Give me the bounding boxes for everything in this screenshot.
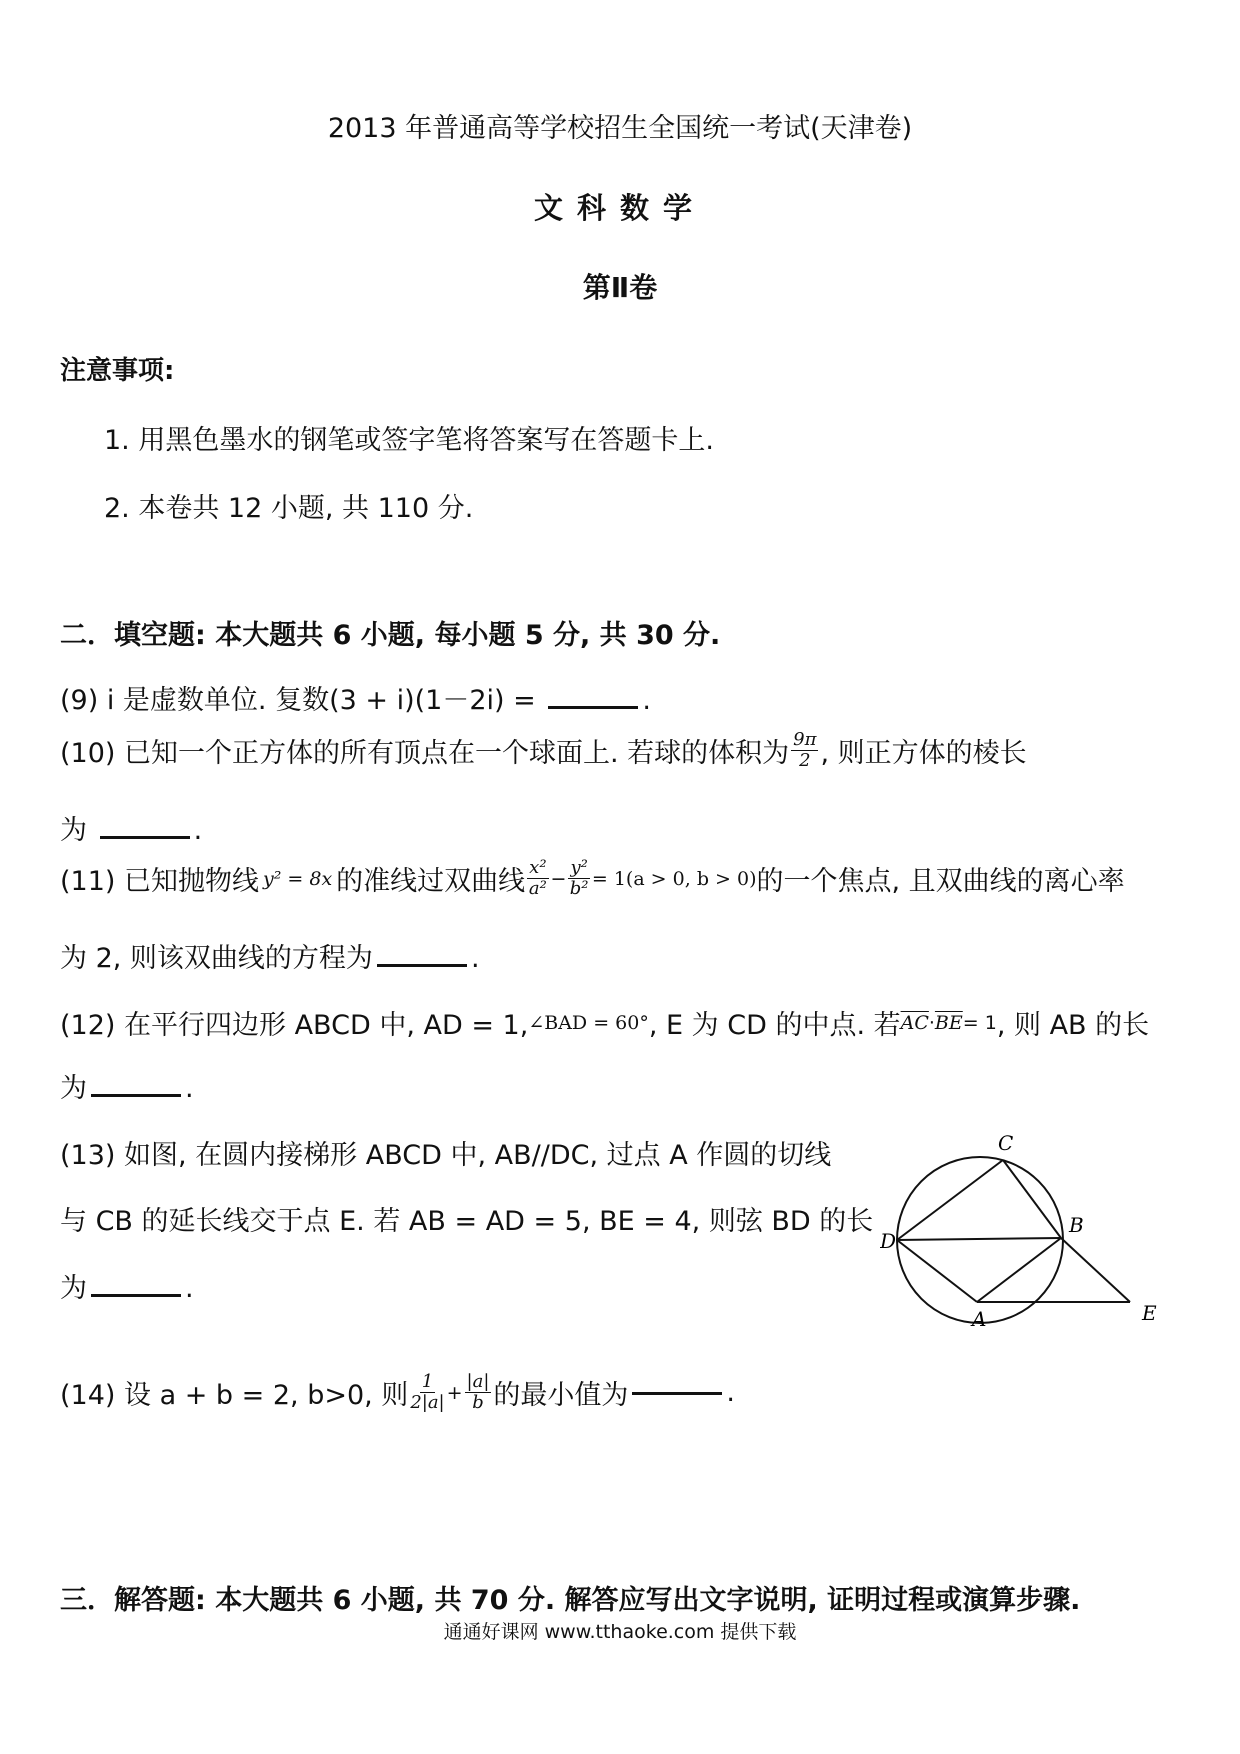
label-D: D — [880, 1229, 897, 1253]
question-13-line3: 为 . — [60, 1273, 194, 1304]
question-11-line2: 为 2, 则该双曲线的方程为 . — [60, 943, 480, 974]
question-9: (9) i 是虚数单位. 复数(3 + i)(1－2i) = . — [60, 685, 651, 716]
subject-title: 文科数学 — [533, 191, 706, 225]
q10-text-end: , 则正方体的棱长 — [820, 738, 1027, 769]
q10-text: (10) 已知一个正方体的所有顶点在一个球面上. 若球的体积为 — [60, 738, 790, 769]
question-10-line2: 为 . — [60, 815, 203, 846]
q14-frac1: $\frac{1}{2|a|}$ — [410, 1371, 445, 1413]
answer-blank — [91, 1093, 181, 1097]
question-14: (14) 设 a + b = 2, b>0, 则 $\frac{1}{2|a|}$ + $\frac{|a|}{b}$ 的最小值为 . — [60, 1371, 736, 1413]
notes-heading: 注意事项: — [60, 356, 175, 386]
footer-text: 通通好课网 www.tthaoke.com 提供下载 — [443, 1621, 797, 1643]
question-13-line1: (13) 如图, 在圆内接梯形 ABCD 中, AB//DC, 过点 A 作圆的切线 — [60, 1140, 832, 1171]
section2-heading: 二．填空题: 本大题共 6 小题, 每小题 5 分, 共 30 分. — [60, 620, 721, 651]
note-item-2: 2. 本卷共 12 小题, 共 110 分. — [104, 493, 474, 524]
answer-blank — [632, 1391, 722, 1395]
question-10-line1 — [60, 730, 1027, 771]
question-11-line1: (11) 已知抛物线 y² = 8x 的准线过双曲线 $\frac{\text{x²}}{\text{a²}}$ − $\frac{\text{y²}}{\text{b²}}$ = 1(a > 0, b > 0) 的一个焦点, 且双曲线的离心率 — [60, 857, 1125, 899]
q11-parabola: y² = 8x — [263, 867, 333, 890]
q11-hyp-x-frac: $\frac{\text{x²}}{\text{a²}}$ — [528, 857, 547, 899]
section3-heading: 三．解答题: 本大题共 6 小题, 共 70 分. 解答应写出文字说明, 证明过程或演算步骤. — [60, 1585, 1081, 1616]
answer-blank — [100, 835, 190, 839]
q9-text: (9) i 是虚数单位. 复数(3 + i)(1－2i) = — [60, 685, 536, 716]
label-C: C — [998, 1131, 1014, 1155]
q10-fraction: $\frac{9\pi}{2}$ — [793, 729, 817, 771]
answer-blank — [548, 705, 638, 709]
volume-title: 第Ⅱ卷 — [582, 271, 658, 304]
question-13-line2: 与 CB 的延长线交于点 E. 若 AB = AD = 5, BE = 4, 则弦 BD 的长 — [60, 1206, 874, 1237]
q14-frac2: $\frac{|a|}{b}$ — [466, 1371, 490, 1413]
label-E: E — [1142, 1301, 1157, 1325]
question-12-line1: (12) 在平行四边形 ABCD 中, AD = 1, ∠BAD = 60° , E 为 CD 的中点. 若 $\overline{AC}$ · $\overline{BE}$ = 1 , 则 AB 的长 — [60, 1010, 1150, 1041]
question-12-line2: 为 . — [60, 1073, 194, 1104]
note-item-1: 1. 用黑色墨水的钢笔或签字笔将答案写在答题卡上. — [104, 425, 714, 456]
figure-lines — [897, 1160, 1130, 1302]
label-B: B — [1069, 1213, 1084, 1237]
q11-hyp-y-frac: $\frac{\text{y²}}{\text{b²}}$ — [569, 857, 589, 899]
exam-title: 2013 年普通高等学校招生全国统一考试(天津卷) — [327, 113, 913, 144]
answer-blank — [91, 1293, 181, 1297]
label-A: A — [972, 1307, 987, 1331]
answer-blank — [377, 963, 467, 967]
geometry-figure — [880, 1120, 1180, 1350]
